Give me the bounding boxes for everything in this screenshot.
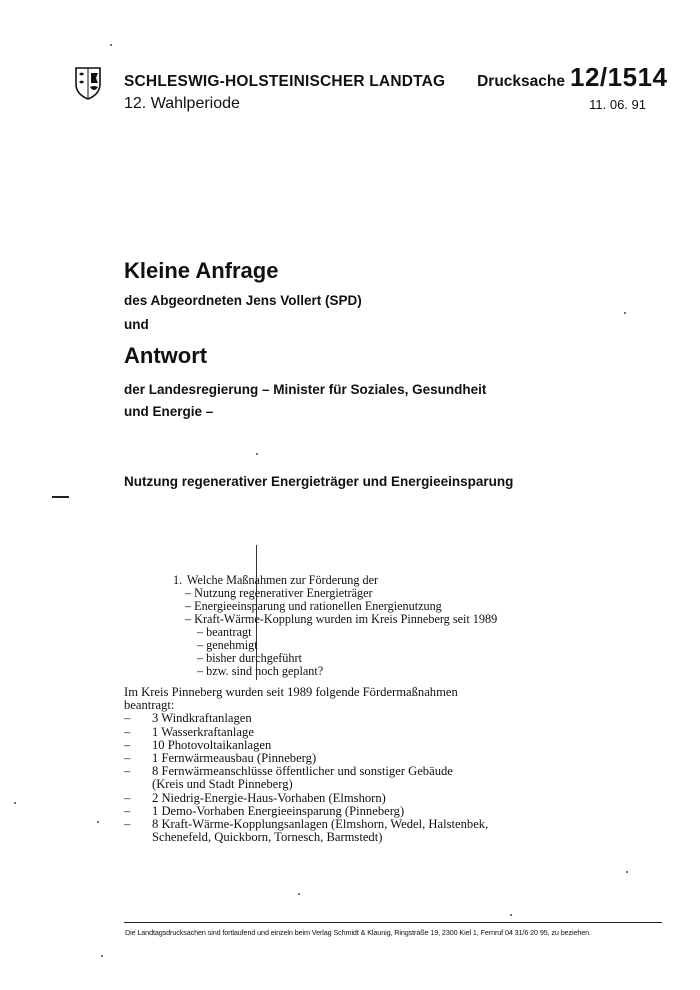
question-number: 1. <box>173 573 183 587</box>
list-item-text: 10 Photovoltaikanlagen <box>152 737 272 752</box>
list-bullet: – <box>124 737 131 752</box>
question-lead-text: Welche Maßnahmen zur Förderung der <box>186 573 379 587</box>
list-bullet: – <box>124 764 131 779</box>
list-item-text: 1 Wasserkraftanlage <box>152 724 254 739</box>
margin-mark <box>52 496 69 498</box>
answer-intro-line-2: beantragt: <box>124 698 175 713</box>
list-item-text: 3 Windkraftanlagen <box>152 711 252 726</box>
list-bullet: – <box>124 751 131 766</box>
scan-speck <box>110 44 112 46</box>
list-item-continuation: Schenefeld, Quickborn, Tornesch, Barmstedt) <box>152 830 383 845</box>
document-date: 11. 06. 91 <box>589 97 646 112</box>
question-sub-item: – Nutzung regenerativer Energieträger <box>185 586 373 600</box>
footer-note: Die Landtagsdrucksachen sind fortlaufend und einzeln beim Verlag Schmidt & Klaunig, Ringstraße 19, 2300 Kiel 1, Fernruf 04 31/6 20 95, zu beziehen. <box>125 928 591 937</box>
scan-speck <box>510 914 512 916</box>
scan-speck <box>624 312 626 314</box>
question-sub-item: – Kraft-Wärme-Kopplung wurden im Kreis Pinneberg seit 1989 <box>185 612 498 626</box>
author-line: des Abgeordneten Jens Vollert (SPD) <box>124 293 362 308</box>
question-status-item: – genehmigt <box>197 638 258 652</box>
list-item <box>124 818 684 831</box>
topic-title: Nutzung regenerativer Energieträger und Energieeinsparung <box>124 474 514 489</box>
question-sub-item: – Energieeinsparung und rationellen Energienutzung <box>185 599 442 613</box>
list-bullet: – <box>124 790 131 805</box>
list-item-text: 1 Demo-Vorhaben Energieeinsparung (Pinneberg) <box>152 803 405 818</box>
question-status-item: – bisher durchgeführt <box>197 651 302 665</box>
drucksache-number: 12/1514 <box>570 62 668 92</box>
scan-speck <box>298 893 300 895</box>
scan-speck <box>626 871 628 873</box>
answer-intro-line-1: Im Kreis Pinneberg wurden seit 1989 folgende Fördermaßnahmen <box>124 685 458 699</box>
question-status-item: – beantragt <box>197 625 252 639</box>
scan-speck <box>14 802 16 804</box>
answer-block <box>124 686 684 844</box>
parliament-name: SCHLESWIG-HOLSTEINISCHER LANDTAG <box>124 73 446 90</box>
drucksache-label: Drucksache <box>477 73 565 90</box>
heading-kleine-anfrage: Kleine Anfrage <box>124 258 279 283</box>
conjunction: und <box>124 317 149 332</box>
list-item-text: 8 Fernwärmeanschlüsse öffentlicher und sonstiger Gebäude <box>152 764 453 779</box>
list-bullet: – <box>124 803 131 818</box>
responder-line-2: und Energie – <box>124 404 214 419</box>
list-item-continuation: (Kreis und Stadt Pinneberg) <box>152 777 293 792</box>
responder-line <box>124 379 584 423</box>
list-item <box>124 765 684 778</box>
scan-speck <box>101 955 103 957</box>
list-bullet: – <box>124 724 131 739</box>
list-bullet: – <box>124 817 131 832</box>
list-item-text: 8 Kraft-Wärme-Kopplungsanlagen (Elmshorn, Wedel, Halstenbek, <box>152 817 489 832</box>
list-item-text: 2 Niedrig-Energie-Haus-Vorhaben (Elmshorn) <box>152 790 386 805</box>
coat-of-arms-icon <box>74 66 102 100</box>
responder-line-1: der Landesregierung – Minister für Soziales, Gesundheit <box>124 382 487 397</box>
footer-divider <box>124 922 662 923</box>
list-item-text: 1 Fernwärmeausbau (Pinneberg) <box>152 751 317 766</box>
question-status-item: – bzw. sind noch geplant? <box>197 664 324 678</box>
question-lead <box>173 574 497 587</box>
heading-antwort: Antwort <box>124 343 208 368</box>
legislative-period: 12. Wahlperiode <box>124 95 240 112</box>
list-bullet: – <box>124 711 131 726</box>
question-block <box>173 574 497 678</box>
scan-speck <box>97 821 99 823</box>
scan-speck <box>256 453 258 455</box>
